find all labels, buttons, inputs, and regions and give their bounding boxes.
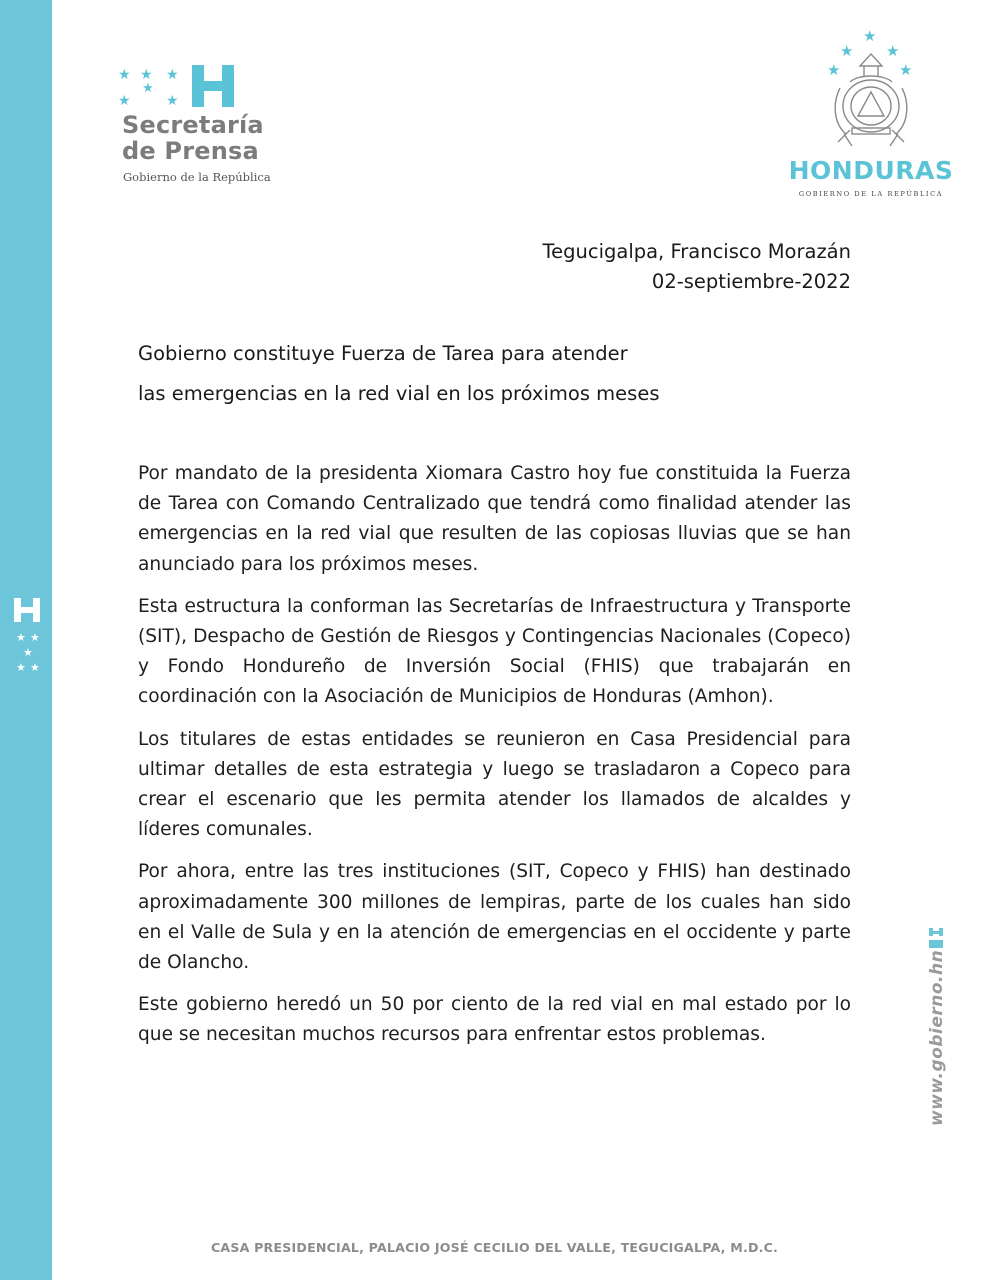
honduras-logo xyxy=(780,26,970,206)
svg-text:★: ★ xyxy=(142,81,154,96)
body-paragraph: Este gobierno heredó un 50 por ciento de la red vial en mal estado por lo que se necesitan muchos recursos para enfrentar estos problemas. xyxy=(138,994,851,1046)
body-paragraph: Los titulares de estas entidades se reunieron en Casa Presidencial para ultimar detalles de esta estrategia y luego se trasladaron a Copeco para crear el escenario que les permita atender los llamados de alcaldes y líderes comunales. xyxy=(138,728,851,841)
dateline-date: 02-septiembre-2022 xyxy=(651,270,851,293)
body-paragraph: Por mandato de la presidenta Xiomara Castro hoy fue constituida la Fuerza de Tarea con Comando Centralizado que tendrá como finalidad atender las emergencias en la red vial que resulten de las copiosas lluvias que se han anunciado para los próximos meses. xyxy=(138,463,851,575)
press-release-title xyxy=(138,334,851,414)
footer-address: CASA PRESIDENCIAL, PALACIO JOSÉ CECILIO DEL VALLE, TEGUCIGALPA, M.D.C. xyxy=(210,1240,779,1255)
svg-text:★: ★ xyxy=(166,93,179,109)
svg-text:★: ★ xyxy=(118,67,131,83)
svg-text:★: ★ xyxy=(166,67,179,83)
svg-text:★: ★ xyxy=(118,93,131,109)
svg-text:★: ★ xyxy=(16,631,26,644)
h-mark-icon xyxy=(928,928,944,950)
left-accent-bar xyxy=(0,0,52,1280)
dateline-place: Tegucigalpa, Francisco Morazán xyxy=(542,240,851,263)
svg-text:★: ★ xyxy=(863,27,877,45)
country-subtitle: GOBIERNO DE LA REPÚBLICA xyxy=(798,190,944,198)
country-name: HONDURAS xyxy=(788,156,954,185)
brand-name: Secretaría de Prensa xyxy=(122,111,264,165)
svg-text:★: ★ xyxy=(30,661,40,674)
svg-text:★: ★ xyxy=(16,661,26,674)
svg-text:★: ★ xyxy=(827,61,841,79)
svg-text:★: ★ xyxy=(30,631,40,644)
title-line-2: las emergencias en la red vial en los próximos meses xyxy=(138,382,660,405)
svg-text:★: ★ xyxy=(23,646,33,659)
svg-text:★: ★ xyxy=(840,42,854,60)
press-release-body xyxy=(138,459,851,1063)
brand-subtitle: Gobierno de la República xyxy=(123,170,271,184)
body-paragraph: Esta estructura la conforman las Secretarías de Infraestructura y Transporte (SIT), Despacho de Gestión de Riesgos y Contingencias Nacionales (Copeco) y Fondo Hondureño de Inversión Social (FHIS) que trabajarán en coordinación con la Asociación de Municipios de Honduras (Amhon). xyxy=(138,595,851,708)
title-line-1: Gobierno constituye Fuerza de Tarea para atender xyxy=(138,342,628,365)
h-stars-mark-icon xyxy=(10,596,44,676)
stars-h-logo-icon xyxy=(118,64,240,114)
side-url-block xyxy=(925,928,949,1128)
secretaria-de-prensa-logo xyxy=(118,60,298,190)
svg-text:★: ★ xyxy=(886,42,900,60)
coat-of-arms-icon xyxy=(780,26,962,152)
svg-text:★: ★ xyxy=(140,67,153,83)
dateline xyxy=(543,237,851,297)
svg-text:★: ★ xyxy=(899,61,913,79)
website-url: www.gobierno.hn xyxy=(927,949,947,1126)
body-paragraph: Por ahora, entre las tres instituciones (SIT, Copeco y FHIS) han destinado aproximadamente 300 millones de lempiras, parte de los cuales han sido en el Valle de Sula y en la atención de emergencias en el occidente y parte de Olancho. xyxy=(138,861,851,974)
